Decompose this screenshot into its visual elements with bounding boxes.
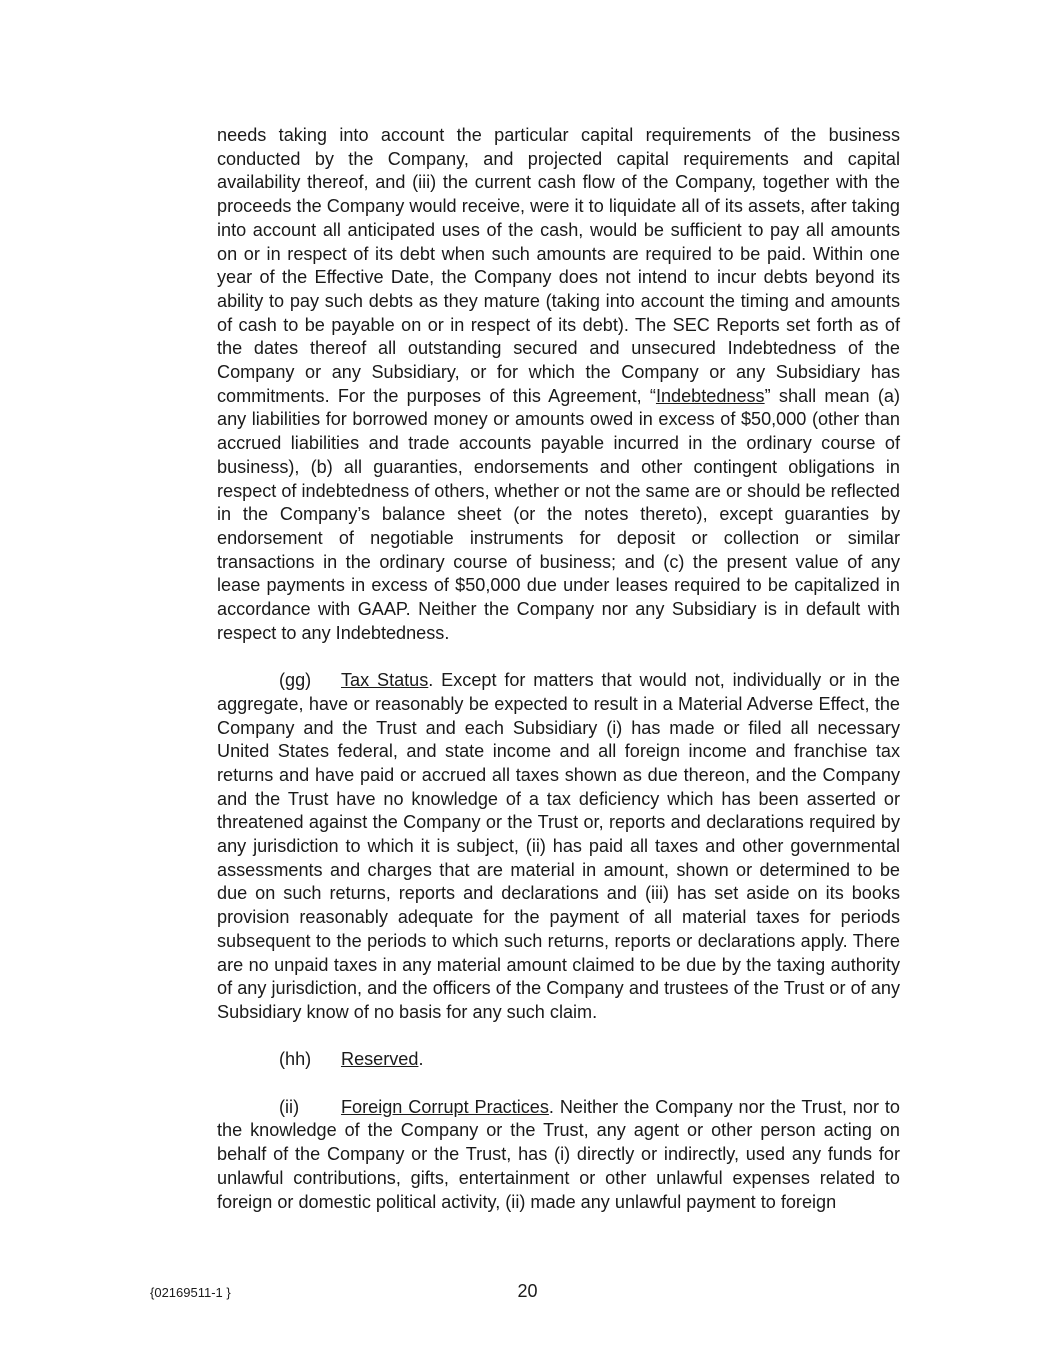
paragraph-text: needs taking into account the particular capital requirements of the business conducted by the Company, and projected capital requirements and capital availability thereof, and (iii) the current cash flow of the Company, together with the proceeds the Company would receive, were it to liquidate all of its assets, after taking into account all anticipated uses of the cash, would be sufficient to pay all amounts on or in respect of its debt when such amounts are required to be paid. Within one year of the Effective Date, the Company does not intend to incur debts beyond its ability to pay such debts as they mature (taking into account the timing and amounts of cash to be payable on or in respect of its debt). The SEC Reports set forth as of the dates thereof all outstanding secured and unsecured Indebtedness of the Company or any Subsidiary, or for which the Company or any Subsidiary has commitments. For the purposes of this Agreement, “ xyxy=(217,125,900,406)
section-label: (ii) xyxy=(279,1096,300,1117)
page-number: 20 xyxy=(517,1281,538,1301)
section-heading: Foreign Corrupt Practices xyxy=(341,1096,549,1117)
defined-term-indebtedness: Indebtedness xyxy=(655,385,765,406)
section-heading: Tax Status xyxy=(341,670,429,691)
section-text: . xyxy=(418,1049,424,1070)
paragraph-text: ” shall mean (a) any liabilities for borrowed money or amounts owed in excess of $50,000 (other than accrued liabilities and trade accounts payable incurred in the ordinary course of business), (b) all guaranties, endorsements and other contingent obligations in respect of indebtedness of others, whether or not the same are or should be reflected in the Company’s balance sheet (or the notes thereto), except guaranties by endorsement of negotiable instruments for deposit or collection or similar transactions in the ordinary course of business; and (c) the present value of any lease payments in excess of $50,000 due under leases required to be capitalized in accordance with GAAP. Neither the Company nor any Subsidiary is in default with respect to any Indebtedness. xyxy=(217,385,900,643)
section-hh-reserved xyxy=(217,1048,900,1072)
paragraph-solvency-indebtedness xyxy=(217,124,900,645)
section-label: (gg) xyxy=(279,670,312,691)
section-ii-foreign-corrupt-practices xyxy=(217,1096,900,1215)
section-gg-tax-status xyxy=(217,669,900,1025)
section-text: . Neither the Company nor the Trust, nor to the knowledge of the Company or the Trust, any agent or other person acting on behalf of the Company or the Trust, has (i) directly or indirectly, used any funds for unlawful contributions, gifts, entertainment or other unlawful expenses related to foreign or domestic political activity, (ii) made any unlawful payment to foreign xyxy=(217,1096,900,1212)
section-label: (hh) xyxy=(279,1049,312,1070)
document-body xyxy=(217,124,900,1214)
document-id: {02169511-1 } xyxy=(150,1285,231,1300)
section-text: . Except for matters that would not, individually or in the aggregate, have or reasonably be expected to result in a Material Adverse Effect, the Company and the Trust and each Subsidiary (i) has made or filed all necessary United States federal, and state income and all foreign income and franchise tax returns and have paid or accrued all taxes shown as due thereon, and the Company and the Trust have no knowledge of a tax deficiency which has been asserted or threatened against the Company or the Trust or, reports and declarations required by any jurisdiction to which it is subject, (ii) has paid all taxes and other governmental assessments and charges that are material in amount, shown or determined to be due on such returns, reports and declarations and (iii) has set aside on its books provision reasonably adequate for the payment of all material taxes for periods subsequent to the periods to which such returns, reports or declarations apply. There are no unpaid taxes in any material amount claimed to be due by the taxing authority of any jurisdiction, and the officers of the Company and trustees of the Trust or of any Subsidiary know of no basis for any such claim. xyxy=(217,670,900,1022)
section-heading: Reserved xyxy=(341,1049,419,1070)
